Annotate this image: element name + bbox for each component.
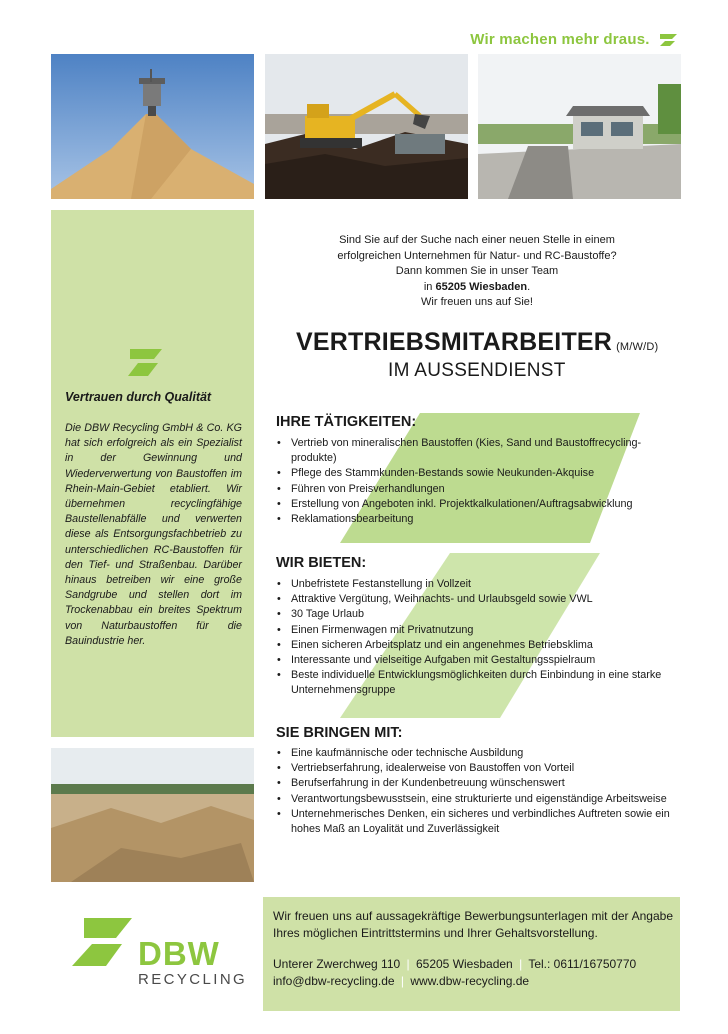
website-link[interactable]: www.dbw-recycling.de xyxy=(410,974,530,988)
requirements-heading: SIE BRINGEN MIT: xyxy=(276,725,403,741)
list-item: • Vertriebserfahrung, idealerweise von Baustoffen von Vorteil xyxy=(275,761,680,776)
tasks-heading: IHRE TÄTIGKEITEN: xyxy=(276,414,417,430)
list-item: • 30 Tage Urlaub xyxy=(275,607,680,622)
list-item: • Einen Firmenwagen mit Privatnutzung xyxy=(275,623,680,638)
offer-heading: WIR BIETEN: xyxy=(276,555,367,571)
address-line xyxy=(273,956,673,973)
separator: | xyxy=(406,957,410,971)
about-text: Die DBW Recycling GmbH & Co. KG hat sich erfolgreich als ein Spezialist in der Gewinnung und Wiederverwertung von Baustoffen im Rhein-Main-Gebiet etabliert. Wir übernehmen recyclingfähige Baustellenabfälle und verwerten diese als Entsorgungsfachbetrieb zu unterschiedlichen RC-Baustoffen für den Tief- und Straßenbau. Darüber hinaus betreiben wir eine große Sandgrube und stellen dort im Trockenabbau ein breites Spektrum von Naturbaustoffen für die Bauindustrie her. xyxy=(65,422,242,647)
intro-text xyxy=(282,233,672,311)
tagline-text: Wir machen mehr draus. xyxy=(470,31,650,48)
list-item: • Führen von Preisverhandlungen xyxy=(275,482,680,497)
list-item: • Interessante und vielseitige Aufgaben mit Gestaltungsspielraum xyxy=(275,653,680,668)
about-heading: Vertrauen durch Qualität xyxy=(65,390,212,404)
list-item: • Verantwortungsbewusstsein, eine strukturierte und eigenständige Arbeitsweise xyxy=(275,792,680,807)
intro-line-4-prefix: in xyxy=(423,280,436,293)
intro-line-3: Dann kommen Sie in unser Team xyxy=(395,265,559,277)
list-item: • Einen sicheren Arbeitsplatz und ein angenehmes Betriebsklima xyxy=(275,638,680,653)
requirements-list xyxy=(275,746,680,837)
offer-list xyxy=(275,577,680,699)
job-subtitle: IM AUSSENDIENST xyxy=(388,360,566,381)
intro-line-5: Wir freuen uns auf Sie! xyxy=(421,296,533,308)
separator: | xyxy=(400,974,405,988)
logo-subtitle: RECYCLING xyxy=(138,971,248,988)
online-line xyxy=(273,973,673,990)
excavator-crusher-photo xyxy=(265,54,468,199)
city: 65205 Wiesbaden xyxy=(415,957,513,971)
intro-line-4 xyxy=(282,280,672,296)
contact-address xyxy=(273,956,673,990)
email-link[interactable]: info@dbw-recycling.de xyxy=(273,974,395,988)
intro-line-4-suffix: . xyxy=(527,280,531,293)
list-item: • Unbefristete Festanstellung in Vollzeit xyxy=(275,577,680,592)
list-item: • Berufserfahrung in der Kundenbetreuung wünschenswert xyxy=(275,776,680,791)
weighbridge-office-photo xyxy=(478,54,681,199)
intro-location: 65205 Wiesbaden xyxy=(435,280,528,293)
list-item: • Pflege des Stammkunden-Bestands sowie Neukunden-Akquise xyxy=(275,466,680,481)
list-item: • Erstellung von Angeboten inkl. Projektkalkulationen/Auftragsabwicklung xyxy=(275,497,680,512)
list-item: • Eine kaufmännische oder technische Ausbildung xyxy=(275,746,680,761)
intro-line-2: erfolgreichen Unternehmen für Natur- und RC-Baustoffe? xyxy=(337,249,617,262)
list-item: • Attraktive Vergütung, Weihnachts- und Urlaubsgeld sowie VWL xyxy=(275,592,680,607)
tasks-list xyxy=(275,436,680,527)
tagline-chevron-icon xyxy=(658,33,678,47)
phone: Tel.: 0611/16750770 xyxy=(528,957,637,971)
gender-note: (M/W/D) xyxy=(616,341,659,353)
tagline xyxy=(470,30,678,48)
street: Unterer Zwerchweg 110 xyxy=(273,957,401,971)
list-item: • Vertrieb von mineralischen Baustoffen (Kies, Sand und Baustoffrecycling-produkte) xyxy=(275,436,680,466)
intro-line-1: Sind Sie auf der Suche nach einer neuen Stelle in einem xyxy=(339,234,615,246)
application-note: Wir freuen uns auf aussagekräftige Bewerbungsunterlagen mit der Angabe Ihres möglichen Eintrittstermins und Ihrer Gehaltsvorstellung. xyxy=(273,909,673,940)
logo-name: DBW xyxy=(138,935,220,972)
sand-quarry-photo xyxy=(51,748,254,882)
job-title-text: VERTRIEBSMITARBEITER xyxy=(296,328,613,356)
separator: | xyxy=(519,957,523,971)
list-item: • Beste individuelle Entwicklungsmöglichkeiten durch Einbindung in eine starke Unternehmensgruppe xyxy=(275,668,680,698)
sand-conveyor-photo xyxy=(51,54,254,199)
dbw-chevron-icon xyxy=(124,349,164,377)
list-item: • Unternehmerisches Denken, ein sicheres und verbindliches Auftreten sowie ein hohes Maß an Loyalität und Zuverlässigkeit xyxy=(275,807,680,837)
list-item: • Reklamationsbearbeitung xyxy=(275,512,680,527)
job-title xyxy=(296,328,658,357)
dbw-chevron-logo-icon xyxy=(70,918,134,968)
